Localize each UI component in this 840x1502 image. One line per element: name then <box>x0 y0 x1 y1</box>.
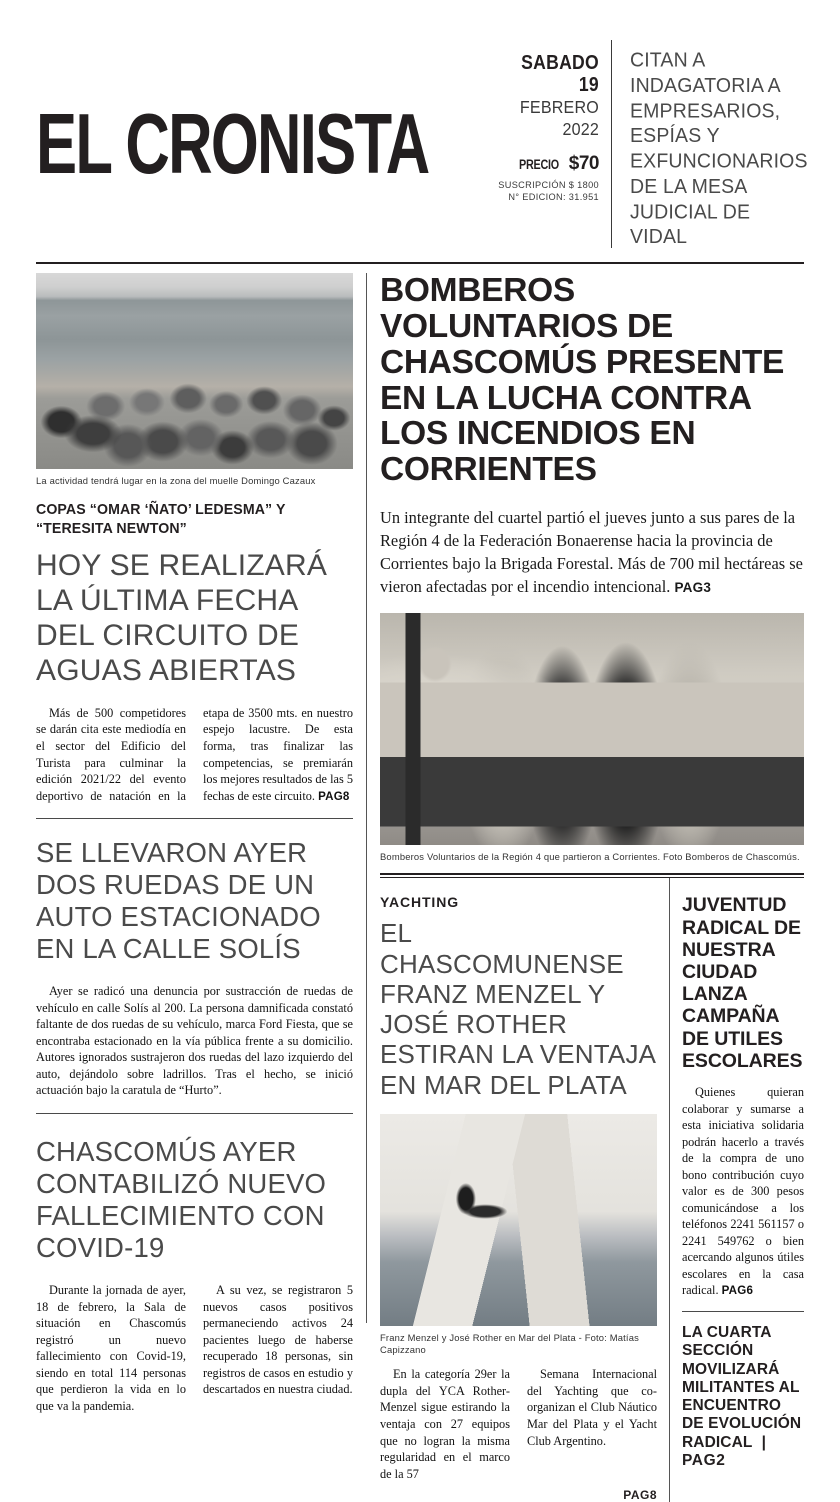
yachting-headline[interactable]: EL CHASCOMUNENSE FRANZ MENZEL Y JOSÉ ROTHER ESTIRAN LA VENTAJA EN MAR DEL PLATA <box>380 918 655 1100</box>
swimming-story-kicker: COPAS “OMAR ‘ÑATO’ LEDESMA” Y “TERESITA NEWTON” <box>36 502 286 538</box>
yachting-body <box>380 1366 657 1482</box>
publication-day: SABADO 19 <box>521 52 599 96</box>
publication-month-year: FEBRERO 2022 <box>519 97 599 139</box>
masthead-lead-headline: CITAN A INDAGATORIA A EMPRESARIOS, ESPÍAS Y EXFUNCIONARIOS DE LA MESA JUDICIAL DE VIDAL <box>630 49 808 249</box>
right-side-wrap <box>367 272 804 1502</box>
masthead <box>36 40 808 262</box>
juventud-radical-headline[interactable]: JUVENTUD RADICAL DE NUESTRA CIUDAD LANZA CAMPAÑA DE UTILES ESCOLARES <box>682 894 803 1072</box>
main-content-grid <box>36 272 804 1502</box>
covid-story-body <box>36 1282 353 1414</box>
covid-story-headline[interactable]: CHASCOMÚS AYER CONTABILIZÓ NUEVO FALLECIMIENTO CON COVID-19 <box>36 1135 327 1264</box>
juventud-radical-body <box>682 1084 804 1299</box>
lead-story <box>380 273 804 863</box>
lead-page-ref[interactable]: PAG3 <box>674 580 712 596</box>
yachting-body-col2: Semana Internacional del Yachting que co-organizan el Club Náutico Mar del Plata y el Yacht Club Argentino. <box>527 1367 657 1448</box>
swimming-story-headline[interactable]: HOY SE REALIZARÁ LA ÚLTIMA FECHA DEL CIRCUITO DE AGUAS ABIERTAS <box>36 549 328 687</box>
masthead-lead-story[interactable] <box>612 40 808 248</box>
masthead-logo[interactable] <box>36 40 482 248</box>
open-water-swimming-caption: La actividad tendrá lugar en la zona del muelle Domingo Cazaux <box>36 475 316 486</box>
yachting-page-ref[interactable]: PAG8 <box>623 1488 657 1502</box>
lower-columns <box>380 878 804 1502</box>
swimming-story-body <box>36 705 353 804</box>
stolen-wheels-body <box>36 983 353 1099</box>
masthead-date-block <box>482 40 612 248</box>
lead-story-standfirst <box>380 506 804 599</box>
mid-column <box>380 878 670 1502</box>
price-label: PRECIO <box>518 156 559 172</box>
lead-story-headline[interactable]: BOMBEROS VOLUNTARIOS DE CHASCOMÚS PRESENTE EN LA LUCHA CONTRA LOS INCENDIOS EN CORRIENTES <box>380 272 785 489</box>
cuarta-seccion-headline[interactable] <box>682 1324 804 1470</box>
stolen-wheels-headline[interactable]: SE LLEVARON AYER DOS RUEDAS DE UN AUTO ESTACIONADO EN LA CALLE SOLÍS <box>36 837 321 965</box>
open-water-swimming-photo <box>36 273 353 469</box>
subscription-price: SUSCRIPCIÓN $ 1800 <box>498 179 599 190</box>
far-column <box>670 878 804 1502</box>
left-column <box>36 273 367 1413</box>
lead-standfirst-text: Un integrante del cuartel partió el jueves junto a sus pares de la Región 4 de la Federación Bonaerense hacia la provincia de Corrientes bajo la Brigada Forestal. Más de 700 mil hectáreas se vieron afectadas por el incendio intencional. <box>380 508 803 597</box>
covid-body-col2: A su vez, se registraron 5 nuevos casos positivos permaneciendo activos 24 pacientes luego de haberse recuperado 18 personas, sin registros de casos en estudio y descartados en nuestra ciudad. <box>203 1283 353 1397</box>
swimming-page-ref[interactable]: PAG8 <box>318 789 350 803</box>
yachting-body-col1: En la categoría 29er la dupla del YCA Rother-Menzel sigue estirando la ventaja con 27 equipos que no logran la misma regularidad en el marco de la 57 <box>380 1367 510 1481</box>
juventud-page-ref[interactable]: PAG6 <box>721 1284 754 1298</box>
stolen-wheels-body-text: Ayer se radicó una denuncia por sustracción de ruedas de vehículo en calle Solís al 200. La persona damnificada constató faltante de dos ruedas de su vehículo, marca Ford Fiesta, que se encontraba estacionado en la vía pública frente a su domicilio. Autores ignorados sustrajeron dos ruedas del lazo izquierdo del auto, dejándolo sobre ladrillos. Tras el hecho, se inició actuación bajo la caratula de “Hurto”. <box>36 984 353 1098</box>
sailing-photo <box>380 1114 657 1326</box>
price-row <box>482 153 599 175</box>
edition-number: N° EDICION: 31.951 <box>508 191 599 202</box>
price-value: $70 <box>568 152 599 174</box>
firefighters-caption: Bomberos Voluntarios de la Región 4 que partieron a Corrientes. Foto Bomberos de Chascomús. <box>380 850 800 862</box>
yachting-section-label[interactable]: YACHTING <box>380 894 460 911</box>
newspaper-title: EL CRONISTA <box>36 96 429 192</box>
cuarta-seccion-page-ref[interactable]: | PAG2 <box>682 1433 767 1469</box>
firefighters-photo <box>380 613 804 845</box>
lead-story-rule-thick <box>380 873 804 875</box>
sailing-caption: Franz Menzel y José Rother en Mar del Plata - Foto: Matías Capizzano <box>380 1331 639 1356</box>
masthead-rule <box>36 262 804 264</box>
covid-body-col1: Durante la jornada de ayer, 18 de febrero, la Sala de situación en Chascomús registró un nuevo fallecimiento con Covid-19, siendo en total 114 personas que perdieron la vida en lo que va la pandemia. <box>36 1283 186 1413</box>
swimming-body-text: Más de 500 competidores se darán cita este mediodía en el sector del Edificio del Turista para culminar la edición 2021/22 del evento deportivo de natación en la etapa de 3500 mts. en nuestro espejo lacustre. De esta forma, tras finalizar las competencias, se premiarán los mejores resultados de las 5 fechas de este circuito. <box>36 705 353 803</box>
juventud-body-text: Quienes quieran colaborar y sumarse a esta iniciativa solidaria podrán hacerlo a través de la compra de uno bono contribución cuyo valor es de 300 pesos comunicándose a los teléfonos 2241 561157 o 2241 549762 o bien acercando algunos útiles escolares en la casa radical. <box>682 1085 804 1298</box>
cuarta-seccion-text: LA CUARTA SECCIÓN MOVILIZARÁ MILITANTES AL ENCUENTRO DE EVOLUCIÓN RADICAL <box>682 1323 802 1451</box>
